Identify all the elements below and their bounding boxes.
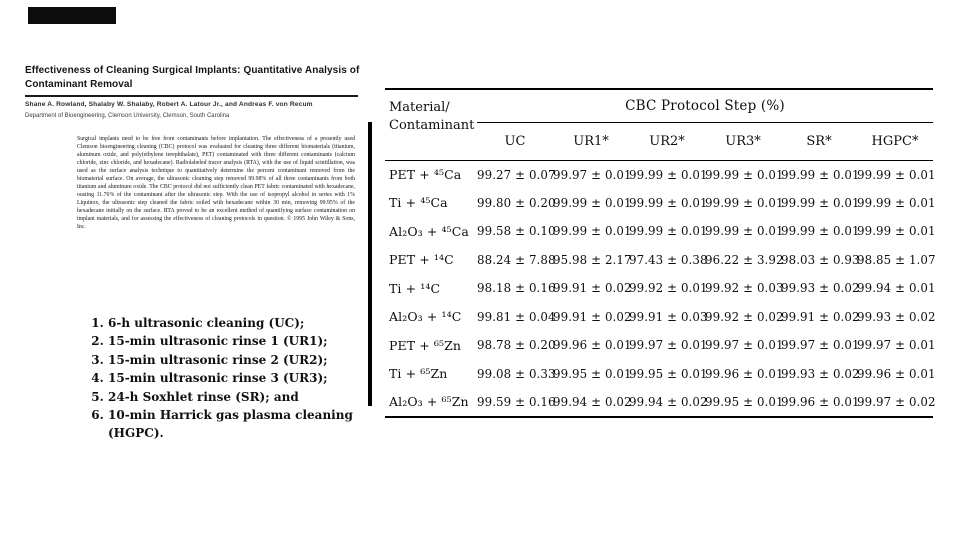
value-cell: 99.93 ± 0.02 [857,309,936,324]
value-cell: 99.95 ± 0.01 [553,366,632,381]
column-header: UC [477,122,553,160]
table-row [385,331,933,360]
protocol-step: 1. 6-h ultrasonic cleaning (UC); [108,314,378,332]
table-row [385,303,933,332]
value-cell: 99.59 ± 0.16 [477,394,556,409]
paper-authors: Shane A. Rowland, Shalaby W. Shalaby, Robert A. Latour Jr., and Andreas F. von Recum [25,101,313,108]
value-cell: 99.97 ± 0.01 [781,338,860,353]
table-body [385,160,936,417]
column-header: UR3* [705,122,781,160]
value-cell: 99.95 ± 0.01 [705,394,784,409]
value-cell: 99.91 ± 0.02 [553,309,632,324]
protocol-step: 3. 15-min ultrasonic rinse 2 (UR2); [108,351,378,369]
value-cell: 99.97 ± 0.02 [857,394,936,409]
value-cell: 99.80 ± 0.20 [477,195,556,210]
paper-title: Effectiveness of Cleaning Surgical Implants: Quantitative Analysis of Contaminant Removal [25,65,360,90]
table-row [385,246,933,275]
material-cell: Al₂O₃ + ⁴⁵Ca [389,223,469,239]
protocol-step: 4. 15-min ultrasonic rinse 3 (UR3); [108,369,378,387]
value-cell: 99.81 ± 0.04 [477,309,556,324]
value-cell: 99.99 ± 0.01 [705,167,784,182]
value-cell: 99.99 ± 0.01 [857,167,936,182]
column-header: UR2* [629,122,705,160]
value-cell: 99.93 ± 0.02 [781,281,860,296]
value-cell: 96.22 ± 3.92 [705,252,784,267]
value-cell: 99.94 ± 0.02 [553,394,632,409]
value-cell: 99.97 ± 0.01 [629,338,708,353]
material-cell: PET + ⁴⁵Ca [389,167,462,182]
value-cell: 95.98 ± 2.17 [553,252,632,267]
column-header: UR1* [553,122,629,160]
value-cell: 99.96 ± 0.01 [553,338,632,353]
value-cell: 99.91 ± 0.03 [629,309,708,324]
value-cell: 97.43 ± 0.38 [629,252,708,267]
paper-column [25,64,370,441]
protocol-steps-list [88,314,378,443]
value-cell: 99.94 ± 0.02 [629,394,708,409]
value-cell: 99.99 ± 0.01 [629,195,708,210]
value-cell: 99.99 ± 0.01 [705,195,784,210]
table-row [385,160,933,189]
value-cell: 99.99 ± 0.01 [781,195,860,210]
material-column-header [385,89,477,160]
material-cell: Ti + ¹⁴C [389,280,441,296]
value-cell: 99.96 ± 0.01 [857,366,936,381]
column-header: HGPC* [857,122,933,160]
value-cell: 99.95 ± 0.01 [629,366,708,381]
value-cell: 88.24 ± 7.88 [477,252,556,267]
value-cell: 98.03 ± 0.93 [781,252,860,267]
material-header-line2: Contaminant [389,118,475,134]
table-row [385,274,933,303]
material-cell: Al₂O₃ + ¹⁴C [389,309,462,325]
material-header-line1: Material/ [389,100,450,115]
material-cell: Ti + ⁶⁵Zn [389,366,448,382]
material-cell: PET + ⁶⁵Zn [389,337,462,353]
material-cell: PET + ¹⁴C [389,252,454,268]
value-cell: 99.97 ± 0.01 [553,167,632,182]
value-cell: 99.97 ± 0.01 [857,338,936,353]
value-cell: 99.99 ± 0.01 [705,224,784,239]
value-cell: 99.99 ± 0.01 [781,167,860,182]
value-cell: 99.94 ± 0.01 [857,281,936,296]
value-cell: 99.99 ± 0.01 [629,167,708,182]
column-header: SR* [781,122,857,160]
value-cell: 99.58 ± 0.10 [477,224,556,239]
paper-abstract: Surgical implants need to be free from contaminants before implantation. The effectiveness of a presently used Clemson bioengineering cleaning (CBC) protocol was evaluated for cleaning three different biomaterials (titanium, aluminum oxide, and poly(ethylene terephthalate), PET) contaminated with three different contaminants (calcium chloride, zinc chloride, and hexadecane). Radiolabeled tracer analysis (RTA), with the use of liquid scintillation, was used as the surface analysis technique to quantitatively determine the percent contaminant removed from the biomaterial surface. On average, the ultrasonic cleaning step removed 99.98% of all three contaminants from both titanium and aluminum oxide. The CBC protocol did not sufficiently clean PET fabric contaminated with hexadecane, ousting 11.76% of the contaminant after the ultrasonic step. With the use of isopropyl alcohol in series with 1% Liquinox, the ultrasonic step cleaned the fabric soiled with hexadecane within 30 min, removing 99.95% of the hexadecane initially on the surface. RTA proved to be an excellent method of quantifying surface contamination on implant materials, and for assessing the effectiveness of cleaning protocols in question. © 1995 John Wiley & Sons, Inc. [77,136,355,230]
cbc-span-header: CBC Protocol Step (%) [477,89,933,122]
value-cell: 98.85 ± 1.07 [857,252,936,267]
material-cell: Ti + ⁴⁵Ca [389,195,448,211]
value-cell: 99.99 ± 0.01 [781,224,860,239]
value-cell: 98.18 ± 0.16 [477,281,556,296]
value-cell: 99.99 ± 0.01 [553,224,632,239]
table-span-header-row [385,89,933,122]
value-cell: 99.99 ± 0.01 [629,224,708,239]
value-cell: 99.27 ± 0.07 [477,167,556,182]
protocol-step: 6. 10-min Harrick gas plasma cleaning (HGPC). [108,406,378,443]
cbc-results-table [385,88,936,418]
value-cell: 99.96 ± 0.01 [781,394,860,409]
protocol-step: 2. 15-min ultrasonic rinse 1 (UR1); [108,332,378,350]
value-cell: 99.99 ± 0.01 [857,224,936,239]
value-cell: 98.78 ± 0.20 [477,338,556,353]
value-cell: 99.92 ± 0.03 [705,281,784,296]
value-cell: 99.91 ± 0.02 [781,309,860,324]
table-row [385,189,933,218]
value-cell: 99.99 ± 0.01 [553,195,632,210]
table-row [385,360,933,389]
value-cell: 99.99 ± 0.01 [857,195,936,210]
table-row [385,217,933,246]
paper-affiliation: Department of Bioengineering, Clemson University, Clemson, South Carolina [25,113,230,119]
title-rule [25,95,358,97]
scan-artifact-bar [28,7,116,24]
material-cell: Al₂O₃ + ⁶⁵Zn [389,394,469,410]
results-table-panel [385,88,936,418]
value-cell: 99.92 ± 0.01 [629,281,708,296]
value-cell: 99.92 ± 0.02 [705,309,784,324]
value-cell: 99.96 ± 0.01 [705,366,784,381]
value-cell: 99.97 ± 0.01 [705,338,784,353]
value-cell: 99.91 ± 0.02 [553,281,632,296]
value-cell: 99.93 ± 0.02 [781,366,860,381]
page-spine-divider [368,122,372,406]
protocol-step: 5. 24-h Soxhlet rinse (SR); and [108,388,378,406]
value-cell: 99.08 ± 0.33 [477,366,556,381]
table-row [385,388,933,417]
